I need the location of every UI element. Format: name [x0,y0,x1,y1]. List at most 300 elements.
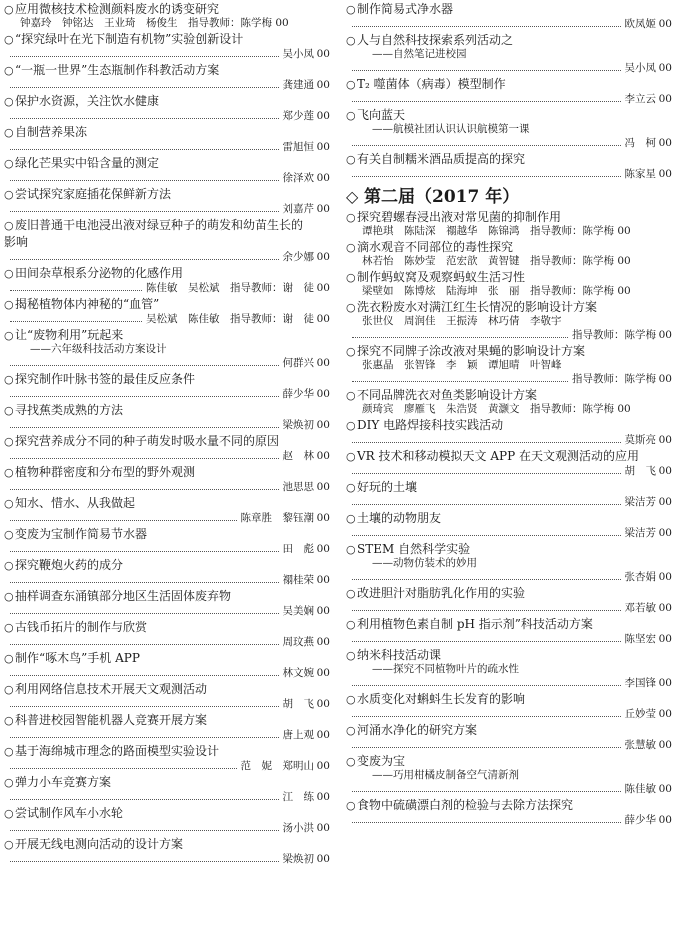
entry-leader-line [4,387,330,401]
dot-leader [352,70,621,71]
entry-title-text: VR 技术和移动模拟天文 APP 在天文观测活动的应用 [357,449,639,463]
toc-entry [4,434,330,463]
entry-title [4,775,330,790]
entry-subtitle: ——六年级科技活动方案设计 [30,343,167,355]
toc-entry [346,480,672,509]
entry-title-text: 制作蚂蚁窝及观察蚂蚁生活习性 [357,270,526,284]
toc-entry [4,218,330,264]
circle-bullet-icon: ○ [346,419,356,432]
dot-leader [10,458,279,459]
toc-entry [4,403,330,432]
entry-page-number: 00 [316,698,330,710]
entry-title [4,94,330,109]
entry-page-number: 00 [316,48,330,60]
entry-page-number: 00 [658,602,672,614]
dot-leader [352,641,621,642]
entry-title-text: 基于海绵城市理念的路面模型实验设计 [15,744,220,758]
entry-subtitle: ——动物仿装术的妙用 [372,557,477,569]
entry-subtitle: ——自然笔记进校园 [372,48,467,60]
entry-leader-line [4,759,330,773]
entry-advisor: 吴松斌 陈佳敏 指导教师：谢 徒 [146,313,314,325]
entry-title [346,240,672,255]
entry-page-number: 00 [316,79,330,91]
right-column [346,0,672,827]
dot-leader [352,685,621,686]
entry-page-number: 00 [316,110,330,122]
entry-title-text: 弹力小车竞赛方案 [15,775,112,789]
entry-advisor: 陈坚宏 [624,633,656,645]
toc-entry [4,187,330,216]
entry-title-text: 变废为宝 [357,754,406,768]
circle-bullet-icon: ○ [4,33,14,46]
entry-title [346,511,672,526]
circle-bullet-icon: ○ [346,78,356,91]
circle-bullet-icon: ○ [4,95,14,108]
entry-page-number: 00 [658,571,672,583]
entry-leader-line [4,728,330,742]
entry-page-number: 00 [658,527,672,539]
toc-entry [346,418,672,447]
toc-entry [346,240,672,268]
entry-advisor: 郑少莲 [282,110,314,122]
entry-title [346,270,672,285]
toc-entry [346,300,672,342]
entry-advisor: 陈家星 [624,168,656,180]
circle-bullet-icon: ○ [346,450,356,463]
entry-advisor: 李立云 [624,93,656,105]
circle-bullet-icon: ○ [4,466,14,479]
entry-title-text: 有关自制糯米酒品质提高的探究 [357,152,526,166]
entry-advisor: 薛少华 [282,388,314,400]
entry-leader-line [346,782,672,796]
toc-entry [4,651,330,680]
entry-title-text: 绿化芒果实中铅含量的测定 [15,156,160,170]
circle-bullet-icon: ○ [346,241,356,254]
entry-title [4,806,330,821]
entry-page-number: 00 [658,739,672,751]
dot-leader [10,87,279,88]
entry-title-text: 尝试制作风车小水轮 [15,806,124,820]
entry-title-text: 探究碧螺春浸出液对常见菌的抑制作用 [357,210,562,224]
entry-page-number: 00 [316,822,330,834]
entry-title [4,372,330,387]
toc-entry [346,798,672,827]
entry-advisor: 张慧敏 [624,739,656,751]
entry-page-number: 00 [316,791,330,803]
circle-bullet-icon: ○ [346,109,356,122]
entry-title-text: 尝试探究家庭插花保鲜新方法 [15,187,172,201]
entry-page-number: 00 [316,760,330,772]
entry-leader-line [4,109,330,123]
toc-entry [346,692,672,721]
entry-page-number: 00 [658,677,672,689]
circle-bullet-icon: ○ [4,157,14,170]
entry-title-continued: 影响 [4,235,29,249]
entry-title-text: 变废为宝制作简易节水器 [15,527,148,541]
circle-bullet-icon: ○ [346,34,356,47]
entry-advisor: 龚建通 [282,79,314,91]
entry-page-number: 00 [316,512,330,524]
toc-entry [4,2,330,30]
entry-leader-line [4,281,330,295]
entry-page-number: 00 [316,141,330,153]
circle-bullet-icon: ○ [4,528,14,541]
entry-page-number: 00 [316,251,330,263]
toc-entry [4,63,330,92]
entry-leader-line [346,17,672,31]
entry-title [4,465,330,480]
toc-entry [4,94,330,123]
dot-leader [10,551,279,552]
entry-advisor: 吴小凤 [282,48,314,60]
entry-leader-line [346,570,672,584]
entry-title [346,210,672,225]
entry-leader-line [4,511,330,525]
entry-page-number: 00 [658,18,672,30]
entry-advisor: 禤桂荣 [282,574,314,586]
entry-page-number: 00 [658,93,672,105]
entry-leader-line [346,707,672,721]
entry-advisor: 陈章胜 黎钰潮 [240,512,314,524]
entry-page-number: 00 [316,574,330,586]
entry-leader-line [346,92,672,106]
toc-entry [4,266,330,295]
toc-entry [346,77,672,106]
entry-advisor: 胡 飞 [282,698,314,710]
entry-advisor: 李国锋 [624,677,656,689]
circle-bullet-icon: ○ [4,404,14,417]
toc-entry [4,125,330,154]
entry-page-number: 00 [658,168,672,180]
entry-title [346,344,672,359]
entry-leader-line [4,356,330,370]
dot-leader [10,861,279,862]
dot-leader [10,396,279,397]
toc-entry [346,270,672,298]
entry-advisor: 指导教师：陈学梅 [572,373,656,385]
circle-bullet-icon: ○ [4,683,14,696]
entry-title [4,434,330,449]
circle-bullet-icon: ○ [346,345,356,358]
entry-page-number: 00 [316,388,330,400]
entry-title [346,723,672,738]
entry-title-text: “一瓶一世界”生态瓶制作科教活动方案 [15,63,220,77]
circle-bullet-icon: ○ [4,435,14,448]
entry-advisor: 梁洁芳 [624,496,656,508]
entry-title-text: 田间杂草根系分泌物的化感作用 [15,266,184,280]
diamond-icon: ◇ [346,187,359,206]
entry-title [346,77,672,92]
entry-authors: 林若怡 陈妙莹 范宏歆 黄智键 指导教师：陈学梅 00 [362,255,631,267]
entry-title [4,713,330,728]
dot-leader [352,579,621,580]
entry-leader-line [4,542,330,556]
toc-entry [346,152,672,181]
entry-title-text: 制作“啄木鸟”手机 APP [15,651,140,665]
entry-title [346,33,672,48]
entry-page-number: 00 [316,667,330,679]
entry-title-text: 纳米科技活动课 [357,648,442,662]
entry-page-number: 00 [658,783,672,795]
entry-title-text: 让“废物利用”玩起来 [15,328,124,342]
dot-leader [10,737,279,738]
entry-title [4,156,330,171]
first-session-continued [346,2,672,181]
entry-title-text: 知水、惜水、从我做起 [15,496,136,510]
entry-advisor: 吴小凤 [624,62,656,74]
dot-leader [10,211,279,212]
entry-leader-line [4,852,330,866]
entry-title [4,2,330,17]
toc-entry [346,344,672,386]
dot-leader [352,791,621,792]
entry-page-number: 00 [316,729,330,741]
dot-leader [352,716,621,717]
entry-page-number: 00 [316,853,330,865]
circle-bullet-icon: ○ [4,838,14,851]
entry-title-text: 水质变化对蝌蚪生长发育的影响 [357,692,526,706]
entry-page-number: 00 [316,636,330,648]
entry-advisor: 雷旭恒 [282,141,314,153]
entry-advisor: 汤小洪 [282,822,314,834]
entry-title-text: STEM 自然科学实验 [357,542,471,556]
entry-leader-line [346,676,672,690]
entry-title [346,542,672,557]
section-title: 第二届（2017 年） [364,187,520,207]
circle-bullet-icon: ○ [4,188,14,201]
dot-leader [352,381,568,382]
circle-bullet-icon: ○ [346,543,356,556]
entry-title [346,449,672,464]
entry-leader-line [4,449,330,463]
entry-advisor: 余少娜 [282,251,314,263]
entry-title-text: 人与自然科技探索系列活动之 [357,33,514,47]
toc-entry [346,388,672,416]
entry-leader-line [4,480,330,494]
entry-advisor: 梁焕初 [282,419,314,431]
entry-authors: 张世仪 周润佳 王振涛 林巧倩 李敬宇 [362,315,562,327]
entry-title [4,620,330,635]
entry-title [346,586,672,601]
dot-leader [352,610,621,611]
entry-page-number: 00 [316,543,330,555]
second-session-list [346,210,672,827]
entry-authors: 张惠晶 张智锋 李 颖 谭旭晴 叶智峰 [362,359,562,371]
entry-authors: 钟嘉玲 钟铭达 王业琦 杨俊生 指导教师：陈学梅 00 [20,17,289,29]
entry-title [4,32,330,47]
entry-page-number: 00 [316,481,330,493]
toc-entry [4,837,330,866]
entry-title-text: 探究制作叶脉书签的最佳反应条件 [15,372,196,386]
entry-title [346,617,672,632]
entry-leader-line [4,202,330,216]
entry-advisor: 薛少华 [624,814,656,826]
entry-advisor: 赵 林 [282,450,314,462]
entry-title-text: 利用网络信息技术开展天文观测活动 [15,682,208,696]
toc-entry [346,210,672,238]
entry-page-number: 00 [658,465,672,477]
entry-leader-line [346,136,672,150]
entry-leader-line [4,821,330,835]
toc-entry [346,617,672,646]
entry-advisor: 林文婉 [282,667,314,679]
entry-title-text: 土壤的动物朋友 [357,511,442,525]
dot-leader [10,830,279,831]
circle-bullet-icon: ○ [4,714,14,727]
entry-title-text: 河涌水净化的研究方案 [357,723,478,737]
circle-bullet-icon: ○ [4,267,14,280]
circle-bullet-icon: ○ [346,693,356,706]
entry-title-text: 保护水资源，关注饮水健康 [15,94,160,108]
entry-title [346,108,672,123]
circle-bullet-icon: ○ [346,512,356,525]
toc-entry [346,754,672,796]
toc-entry [346,33,672,75]
entry-title [346,300,672,315]
entry-title [4,651,330,666]
entry-title [4,403,330,418]
entry-leader-line [346,632,672,646]
entry-title-text: 探究不同牌子涂改液对果蝇的影响设计方案 [357,344,586,358]
left-column [4,0,330,866]
circle-bullet-icon: ○ [346,724,356,737]
circle-bullet-icon: ○ [346,618,356,631]
entry-title-text: 滴水观音不同部位的毒性探究 [357,240,514,254]
entry-page-number: 00 [316,313,330,325]
dot-leader [10,644,279,645]
entry-advisor: 陈佳敏 [624,783,656,795]
entry-title-text: 探究营养成分不同的种子萌发时吸水量不同的原因 [15,434,280,448]
circle-bullet-icon: ○ [346,755,356,768]
circle-bullet-icon: ○ [4,126,14,139]
toc-entry [346,648,672,690]
entry-title [4,496,330,511]
entry-advisor: 张杏娟 [624,571,656,583]
entry-title-text: 自制营养果冻 [15,125,88,139]
dot-leader [10,768,237,769]
entry-leader-line [4,78,330,92]
dot-leader [352,337,568,338]
circle-bullet-icon: ○ [346,649,356,662]
entry-page-number: 00 [316,282,330,294]
entry-leader-line [346,433,672,447]
dot-leader [352,176,621,177]
entry-page-number: 00 [658,62,672,74]
entry-title [346,754,672,769]
entry-page-number: 00 [658,373,672,385]
dot-leader [352,822,621,823]
dot-leader [10,613,279,614]
entry-title [4,218,330,233]
entry-leader-line [4,604,330,618]
entry-advisor: 唐上观 [282,729,314,741]
entry-title [4,297,330,312]
dot-leader [352,442,621,443]
entry-page-number: 00 [658,496,672,508]
toc-entry [4,775,330,804]
entry-advisor: 刘嘉芹 [282,203,314,215]
entry-advisor: 指导教师：陈学梅 [572,329,656,341]
entry-title [346,418,672,433]
toc-entry [4,372,330,401]
dot-leader [352,535,621,536]
circle-bullet-icon: ○ [346,301,356,314]
entry-page-number: 00 [316,450,330,462]
toc-entry [4,744,330,773]
entry-page-number: 00 [658,137,672,149]
entry-title [346,152,672,167]
toc-entry [346,511,672,540]
entry-leader-line [4,790,330,804]
circle-bullet-icon: ○ [346,799,356,812]
circle-bullet-icon: ○ [4,219,14,232]
dot-leader [10,520,237,521]
circle-bullet-icon: ○ [346,3,356,16]
entry-title-text: 不同品牌洗衣对鱼类影响设计方案 [357,388,538,402]
entry-title-text: 利用植物色素自制 pH 指示剂”科技活动方案 [357,617,593,631]
entry-advisor: 田 彪 [282,543,314,555]
entry-title-text: 抽样调查东涌镇部分地区生活固体废弃物 [15,589,232,603]
section-heading [346,186,672,208]
entry-leader-line [346,495,672,509]
entry-subtitle: ——探究不同植物叶片的疏水性 [372,663,519,675]
entry-advisor: 范 妮 郑明山 [240,760,314,772]
circle-bullet-icon: ○ [4,807,14,820]
entry-advisor: 江 练 [282,791,314,803]
entry-advisor: 池思思 [282,481,314,493]
entry-title-text: 废旧普通干电池浸出液对绿豆种子的萌发和幼苗生长的 [15,218,304,232]
entry-leader-line [346,464,672,478]
entry-leader-line [4,635,330,649]
toc-entry [4,156,330,185]
entry-title [346,798,672,813]
entry-title-text: DIY 电路焊接科技实践活动 [357,418,504,432]
entry-advisor: 胡 飞 [624,465,656,477]
entry-title [4,589,330,604]
toc-entry [4,806,330,835]
toc-entry [4,527,330,556]
entry-leader-line [4,697,330,711]
dot-leader [10,489,279,490]
entry-title-text: T₂ 噬菌体（病毒）模型制作 [357,77,506,91]
entry-authors: 谭艳琪 陈陆深 禤越华 陈锦鸿 指导教师：陈学梅 00 [362,225,631,237]
toc-entry [4,589,330,618]
circle-bullet-icon: ○ [346,481,356,494]
toc-entry [4,558,330,587]
circle-bullet-icon: ○ [4,298,14,311]
entry-title [4,558,330,573]
entry-advisor: 冯 柯 [624,137,656,149]
entry-title-text: 食物中硫磺漂白剂的检验与去除方法探究 [357,798,574,812]
circle-bullet-icon: ○ [4,64,14,77]
entry-title [346,648,672,663]
toc-entry [346,2,672,31]
dot-leader [10,365,279,366]
entry-leader-line [4,171,330,185]
entry-title [346,388,672,403]
entry-title [346,692,672,707]
entry-title-text: 改进胆汁对脂肪乳化作用的实验 [357,586,526,600]
dot-leader [10,582,279,583]
circle-bullet-icon: ○ [346,211,356,224]
circle-bullet-icon: ○ [4,621,14,634]
entry-advisor: 梁洁芳 [624,527,656,539]
entry-title [4,837,330,852]
entry-title-text: 科普进校园智能机器人竞赛开展方案 [15,713,208,727]
entry-title [4,63,330,78]
dot-leader [352,504,621,505]
toc-entry [4,297,330,326]
